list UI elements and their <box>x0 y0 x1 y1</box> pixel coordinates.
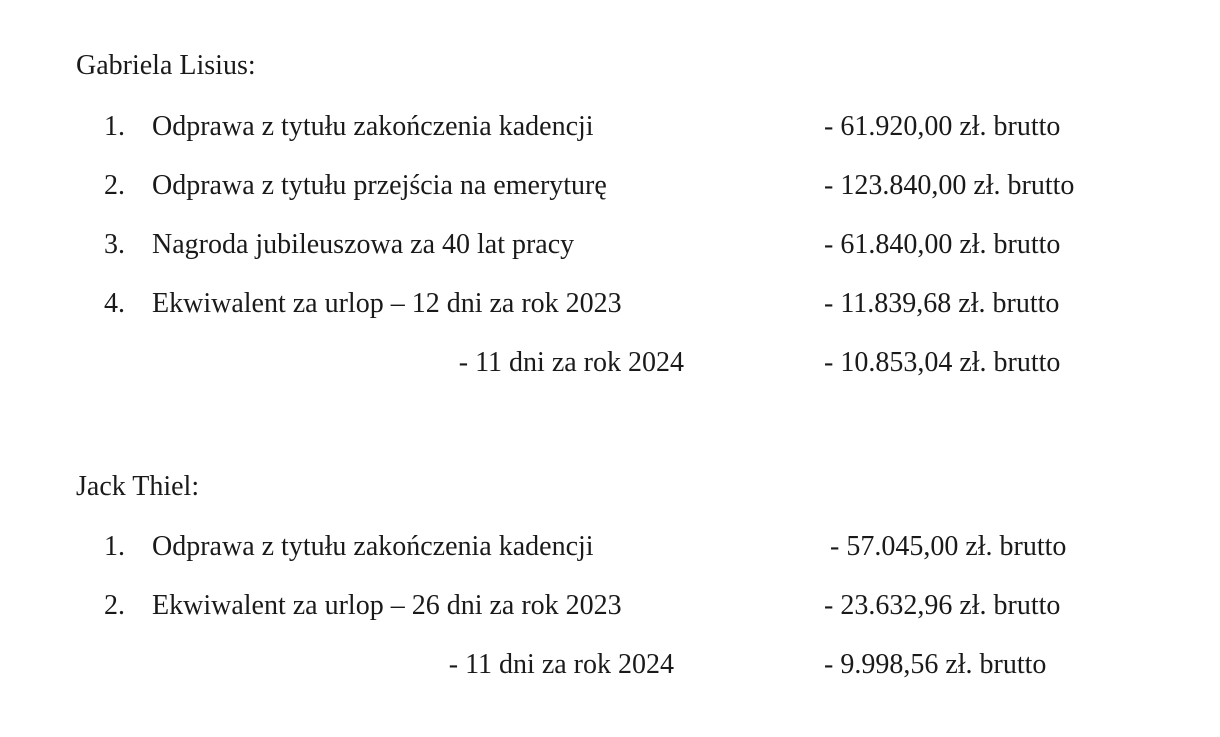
item-number: 1. <box>104 531 125 562</box>
item-description: Ekwiwalent za urlop – 12 dni za rok 2023 <box>152 288 622 319</box>
item-amount: - 61.840,00 zł. brutto <box>824 229 1061 260</box>
list-item-continuation <box>0 651 1220 685</box>
item-amount: - 11.839,68 zł. brutto <box>824 288 1060 319</box>
list-item <box>0 231 1220 265</box>
item-number: 1. <box>104 111 125 142</box>
list-item <box>0 113 1220 147</box>
list-item <box>0 172 1220 206</box>
list-item <box>0 533 1220 567</box>
item-description: Odprawa z tytułu zakończenia kadencji <box>152 531 594 562</box>
person-name: Gabriela Lisius: <box>76 50 256 81</box>
item-amount: - 61.920,00 zł. brutto <box>824 111 1061 142</box>
item-number: 2. <box>104 590 125 621</box>
list-item <box>0 290 1220 324</box>
list-item <box>0 592 1220 626</box>
item-amount: - 9.998,56 zł. brutto <box>824 649 1047 680</box>
item-description: Odprawa z tytułu przejścia na emeryturę <box>152 170 607 201</box>
item-description: Odprawa z tytułu zakończenia kadencji <box>152 111 594 142</box>
item-description: Ekwiwalent za urlop – 26 dni za rok 2023 <box>152 590 622 621</box>
item-amount: - 123.840,00 zł. brutto <box>824 170 1075 201</box>
item-amount: - 57.045,00 zł. brutto <box>830 531 1067 562</box>
person-name: Jack Thiel: <box>76 471 200 502</box>
item-amount: - 23.632,96 zł. brutto <box>824 590 1061 621</box>
item-number: 2. <box>104 170 125 201</box>
item-amount: - 10.853,04 zł. brutto <box>824 347 1061 378</box>
item-description: - 11 dni za rok 2024 <box>448 649 674 680</box>
item-number: 4. <box>104 288 125 319</box>
item-number: 3. <box>104 229 125 260</box>
list-item-continuation <box>0 349 1220 383</box>
item-description: - 11 dni za rok 2024 <box>458 347 684 378</box>
item-description: Nagroda jubileuszowa za 40 lat pracy <box>152 229 575 260</box>
